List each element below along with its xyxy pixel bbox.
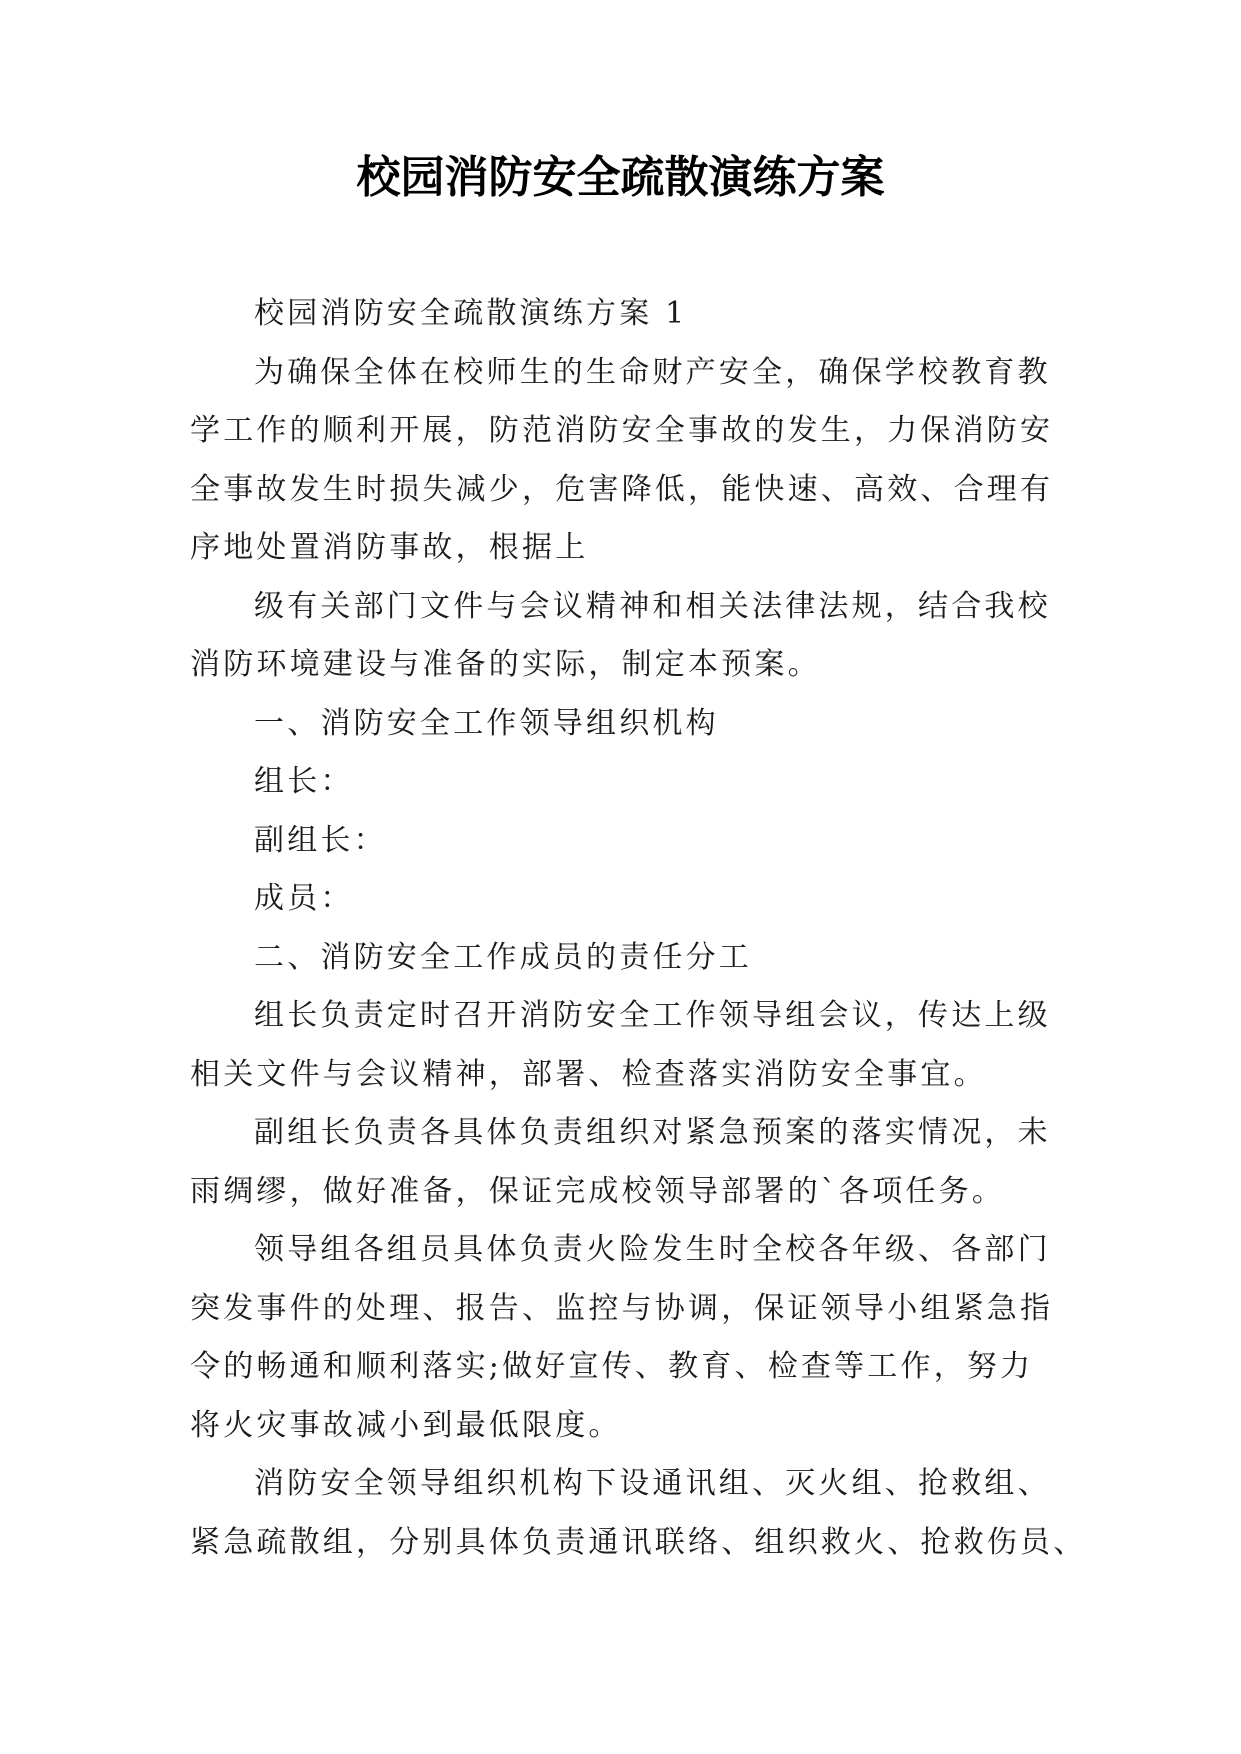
paragraph-line: 消防环境建设与准备的实际，制定本预案。 xyxy=(190,647,821,682)
paragraph xyxy=(190,812,1070,871)
paragraph xyxy=(190,1221,1070,1455)
paragraph xyxy=(190,870,1070,929)
paragraph-line: 副组长： xyxy=(254,822,387,858)
paragraph xyxy=(190,1104,1070,1221)
paragraph-line: 组长： xyxy=(254,764,354,799)
paragraph xyxy=(190,285,1070,344)
paragraph xyxy=(190,1455,1087,1572)
document-title: 校园消防安全疏散演练方案 xyxy=(356,152,885,203)
paragraph-line: 为确保全体在校师生的生命财产安全，确保学校教育教 xyxy=(254,354,1051,390)
paragraph xyxy=(190,929,1070,988)
paragraph-line: 突发事件的处理、报告、监控与协调，保证领导小组紧急指 xyxy=(190,1290,1054,1326)
paragraph-line: 一、消防安全工作领导组织机构 xyxy=(254,705,719,741)
document-body xyxy=(190,285,1087,1572)
paragraph xyxy=(190,578,1070,695)
paragraph xyxy=(190,695,1070,754)
paragraph xyxy=(190,753,1070,812)
paragraph-line: 校园消防安全疏散演练方案 1 xyxy=(254,296,688,331)
paragraph-line: 将火灾事故减小到最低限度。 xyxy=(190,1407,622,1443)
paragraph-line: 令的畅通和顺利落实;做好宣传、教育、检查等工作，努力 xyxy=(190,1349,1034,1384)
paragraph-line: 雨绸缪，做好准备，保证完成校领导部署的`各项任务。 xyxy=(190,1173,1005,1209)
paragraph-line: 紧急疏散组，分别具体负责通讯联络、组织救火、抢救伤员、 xyxy=(190,1524,1087,1560)
paragraph-line: 级有关部门文件与会议精神和相关法律法规，结合我校 xyxy=(254,588,1051,624)
paragraph-line: 副组长负责各具体负责组织对紧急预案的落实情况，未 xyxy=(254,1115,1051,1150)
paragraph xyxy=(190,344,1070,578)
paragraph-line: 学工作的顺利开展，防范消防安全事故的发生，力保消防安 xyxy=(190,413,1054,448)
paragraph-line: 二、消防安全工作成员的责任分工 xyxy=(254,939,752,975)
paragraph-line: 序地处置消防事故，根据上 xyxy=(190,530,589,565)
paragraph-line: 消防安全领导组织机构下设通讯组、灭火组、抢救组、 xyxy=(254,1466,1051,1501)
paragraph-line: 成员： xyxy=(254,881,354,916)
paragraph-line: 相关文件与会议精神，部署、检查落实消防安全事宜。 xyxy=(190,1056,987,1092)
paragraph-line: 全事故发生时损失减少，危害降低，能快速、高效、合理有 xyxy=(190,471,1054,507)
paragraph-line: 组长负责定时召开消防安全工作领导组会议，传达上级 xyxy=(254,998,1051,1033)
paragraph xyxy=(190,987,1070,1104)
paragraph-line: 领导组各组员具体负责火险发生时全校各年级、各部门 xyxy=(254,1232,1051,1267)
